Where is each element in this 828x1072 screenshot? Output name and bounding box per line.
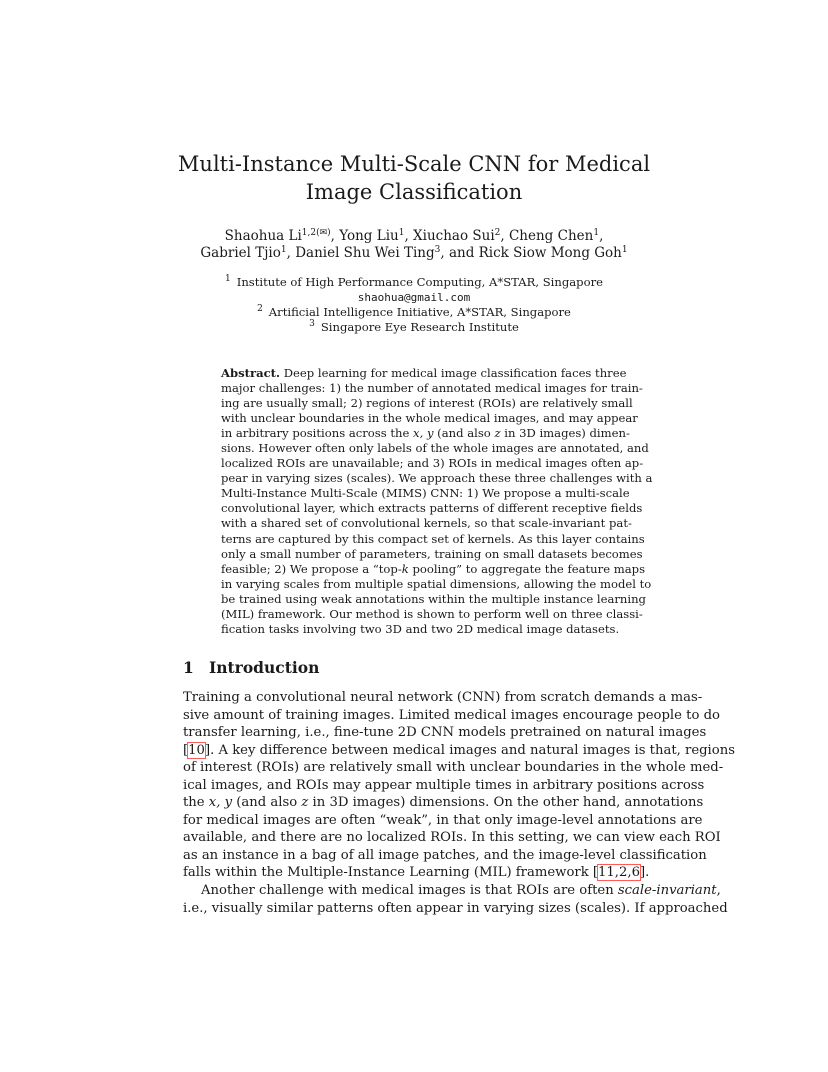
email-text[interactable]: shaohua@gmail.com bbox=[357, 291, 471, 304]
affiliation-number: 1 bbox=[225, 274, 231, 284]
author-affil-mark: 2 bbox=[494, 228, 501, 238]
body-line: of interest (ROIs) are relatively small with unclear boundaries in the whole med- bbox=[183, 760, 724, 776]
abstract-line: major challenges: 1) the number of annotated medical images for train- bbox=[221, 381, 643, 396]
citation-link[interactable]: 10 bbox=[188, 742, 205, 758]
abstract-line: terns are captured by this compact set of kernels. As this layer contains bbox=[221, 531, 645, 546]
author-separator: , bbox=[599, 228, 604, 244]
author-line-2 bbox=[0, 245, 828, 262]
body-text: in 3D images) dimensions. On the other hand, annotations bbox=[308, 795, 704, 811]
abstract-text: in arbitrary positions across the bbox=[221, 426, 414, 441]
author-affil-mark: 3 bbox=[434, 245, 441, 255]
abstract-text: pooling” to aggregate the feature maps bbox=[408, 561, 646, 576]
emphasis-text: scale-invariant bbox=[617, 883, 717, 899]
author-name: Gabriel Tjio bbox=[200, 245, 281, 261]
section-heading bbox=[183, 658, 319, 677]
author-list bbox=[0, 228, 828, 262]
abstract-text: in 3D images) dimen- bbox=[500, 426, 630, 441]
title-line-2: Image Classification bbox=[305, 180, 523, 204]
abstract bbox=[221, 366, 653, 637]
citation-link[interactable]: 11,2,6 bbox=[598, 865, 640, 881]
author-email[interactable] bbox=[0, 290, 828, 305]
author-name: , Cheng Chen bbox=[500, 228, 594, 244]
affiliation-1 bbox=[0, 275, 828, 290]
math-z: z bbox=[301, 795, 309, 811]
abstract-line: pear in varying sizes (scales). We approach these three challenges with a bbox=[221, 471, 653, 486]
body-text: , bbox=[716, 883, 721, 899]
body-text: (and also bbox=[232, 795, 302, 811]
author-affil-mark: 1 bbox=[280, 245, 287, 255]
affiliation-number: 3 bbox=[309, 319, 315, 329]
abstract-text: (and also bbox=[433, 426, 495, 441]
abstract-line bbox=[221, 561, 646, 577]
author-affil-mark: 1 bbox=[593, 228, 600, 238]
affiliation-3 bbox=[0, 320, 828, 335]
abstract-label: Abstract. bbox=[221, 366, 281, 380]
author-name: , and Rick Siow Mong Goh bbox=[440, 245, 622, 261]
paper-title bbox=[0, 150, 828, 206]
abstract-line: with unclear boundaries in the whole medical images, and may appear bbox=[221, 411, 638, 426]
body-line: sive amount of training images. Limited medical images encourage people to do bbox=[183, 707, 720, 723]
body-text: falls within the Multiple-Instance Learning (MIL) framework bbox=[183, 865, 593, 881]
abstract-line: fication tasks involving two 3D and two 2D medical image datasets. bbox=[221, 621, 620, 636]
body-line: available, and there are no localized ROIs. In this setting, we can view each ROI bbox=[183, 830, 721, 846]
body-line: i.e., visually similar patterns often appear in varying sizes (scales). If approached bbox=[183, 900, 728, 916]
body-line: as an instance in a bag of all image patches, and the image-level classification bbox=[183, 847, 707, 863]
abstract-line: in varying scales from multiple spatial dimensions, allowing the model to bbox=[221, 576, 652, 591]
author-name: , Yong Liu bbox=[330, 228, 399, 244]
affiliation-text: Singapore Eye Research Institute bbox=[320, 320, 519, 334]
abstract-line: sions. However often only labels of the whole images are annotated, and bbox=[221, 441, 649, 456]
abstract-text: feasible; 2) We propose a “top- bbox=[221, 561, 402, 576]
body-text: . A key difference between medical images and natural images is that, regions bbox=[210, 742, 735, 758]
abstract-line: with a shared set of convolutional kernels, so that scale-invariant pat- bbox=[221, 516, 632, 531]
abstract-line: Multi-Instance Multi-Scale (MIMS) CNN: 1) We propose a multi-scale bbox=[221, 486, 630, 501]
body-line bbox=[183, 794, 704, 812]
math-xy: x, y bbox=[208, 795, 233, 811]
math-k: k bbox=[401, 561, 409, 576]
author-name: Shaohua Li bbox=[224, 228, 302, 244]
abstract-line bbox=[221, 366, 627, 381]
author-line-1 bbox=[0, 228, 828, 245]
author-name: , Daniel Shu Wei Ting bbox=[286, 245, 435, 261]
body-line: Training a convolutional neural network (CNN) from scratch demands a mas- bbox=[183, 690, 703, 705]
affiliation-number: 2 bbox=[257, 304, 263, 314]
intro-paragraphs bbox=[183, 689, 735, 917]
affiliation-text: Artificial Intelligence Initiative, A*STAR, Singapore bbox=[268, 305, 571, 319]
affiliations bbox=[0, 275, 828, 335]
body-text: . bbox=[645, 865, 650, 881]
section-title: Introduction bbox=[209, 658, 320, 677]
abstract-line bbox=[221, 426, 630, 441]
author-affil-mark: 1 bbox=[621, 245, 628, 255]
abstract-line: ing are usually small; 2) regions of interest (ROIs) are relatively small bbox=[221, 396, 633, 411]
body-line: for medical images are often “weak”, in that only image-level annotations are bbox=[183, 812, 703, 828]
section-number: 1 bbox=[183, 658, 194, 677]
author-affil-mark: 1,2(✉) bbox=[301, 228, 331, 238]
math-z: z bbox=[494, 426, 501, 441]
abstract-line: (MIL) framework. Our method is shown to perform well on three classi- bbox=[221, 606, 643, 621]
affiliation-text: Institute of High Performance Computing, A*STAR, Singapore bbox=[236, 275, 603, 289]
body-text: the bbox=[183, 795, 209, 811]
abstract-line: be trained using weak annotations within the multiple instance learning bbox=[221, 591, 646, 606]
body-line: ical images, and ROIs may appear multiple times in arbitrary positions across bbox=[183, 777, 705, 793]
body-line: transfer learning, i.e., fine-tune 2D CNN models pretrained on natural images bbox=[183, 725, 707, 741]
author-name: , Xiuchao Sui bbox=[404, 228, 495, 244]
body-line bbox=[183, 882, 721, 900]
abstract-line: convolutional layer, which extracts patterns of different receptive fields bbox=[221, 501, 643, 516]
math-xy: x, y bbox=[413, 426, 434, 441]
body-line: [10]. A key difference between medical images and natural images is that, regions bbox=[183, 742, 735, 758]
title-line-1: Multi-Instance Multi-Scale CNN for Medical bbox=[177, 152, 651, 176]
body-text: Another challenge with medical images is that ROIs are often bbox=[201, 883, 618, 899]
abstract-line: only a small number of parameters, training on small datasets becomes bbox=[221, 546, 643, 561]
abstract-text: Deep learning for medical image classification faces three bbox=[283, 366, 627, 380]
abstract-line: localized ROIs are unavailable; and 3) ROIs in medical images often ap- bbox=[221, 456, 644, 471]
body-line: falls within the Multiple-Instance Learning (MIL) framework [11,2,6]. bbox=[183, 865, 650, 881]
author-affil-mark: 1 bbox=[398, 228, 405, 238]
affiliation-2 bbox=[0, 305, 828, 320]
